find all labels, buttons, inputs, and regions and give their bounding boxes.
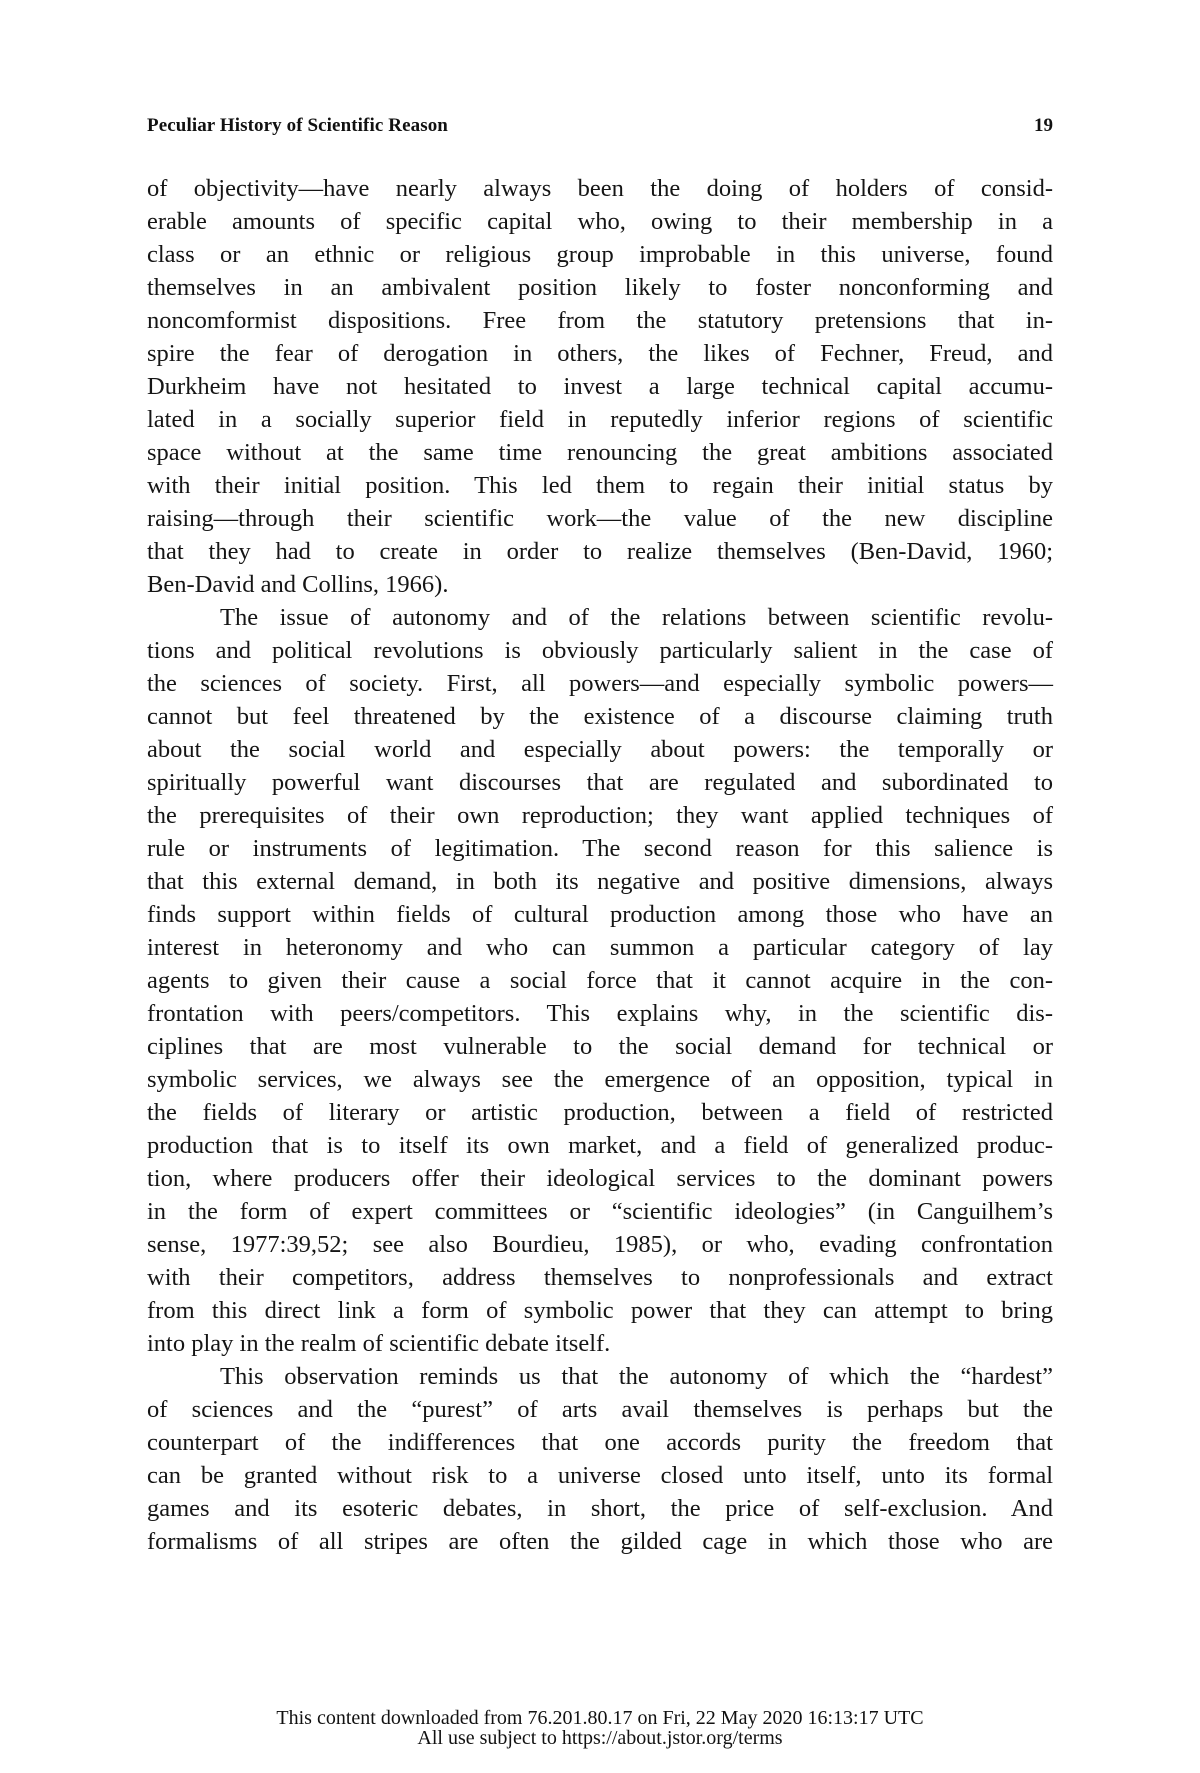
text-line: about the social world and especially about powers: the temporally or	[147, 736, 1053, 763]
text-line: formalisms of all stripes are often the gilded cage in which those who are	[147, 1528, 1053, 1555]
text-line: rule or instruments of legitimation. The second reason for this salience is	[147, 835, 1053, 862]
text-line: spire the fear of derogation in others, the likes of Fechner, Freud, and	[147, 340, 1053, 367]
terms-notice: All use subject to https://about.jstor.org/terms	[417, 1727, 783, 1749]
text-line: agents to given their cause a social force that it cannot acquire in the con-	[147, 967, 1053, 994]
text-line: finds support within fields of cultural production among those who have an	[147, 901, 1053, 928]
text-line: themselves in an ambivalent position likely to foster nonconforming and	[147, 274, 1053, 301]
text-line: games and its esoteric debates, in short, the price of self-exclusion. And	[147, 1495, 1053, 1522]
text-line: The issue of autonomy and of the relations between scientific revolu-	[220, 604, 1053, 631]
text-line: class or an ethnic or religious group improbable in this universe, found	[147, 241, 1053, 268]
text-line: lated in a socially superior field in reputedly inferior regions of scientific	[147, 406, 1053, 433]
text-line: of objectivity—have nearly always been the doing of holders of consid-	[147, 175, 1053, 202]
text-line: raising—through their scientific work—the value of the new discipline	[147, 505, 1053, 532]
text-line: can be granted without risk to a universe closed unto itself, unto its formal	[147, 1462, 1053, 1489]
running-title: Peculiar History of Scientific Reason	[147, 115, 448, 136]
text-line: interest in heteronomy and who can summon a particular category of lay	[147, 934, 1053, 961]
text-line: counterpart of the indifferences that one accords purity the freedom that	[147, 1429, 1053, 1456]
text-line: the sciences of society. First, all powers—and especially symbolic powers—	[147, 670, 1053, 697]
page-number: 19	[1034, 115, 1053, 136]
text-line: into play in the realm of scientific debate itself.	[147, 1330, 611, 1357]
text-line: space without at the same time renouncing the great ambitions associated	[147, 439, 1053, 466]
text-line: the prerequisites of their own reproduction; they want applied techniques of	[147, 802, 1053, 829]
jstor-footer	[0, 1708, 1200, 1748]
text-line: spiritually powerful want discourses that are regulated and subordinated to	[147, 769, 1053, 796]
paragraph-2	[147, 601, 1053, 1360]
text-line: Durkheim have not hesitated to invest a large technical capital accumu-	[147, 373, 1053, 400]
body-text	[147, 172, 1053, 1558]
text-line: Ben-David and Collins, 1966).	[147, 571, 449, 598]
text-line: production that is to itself its own market, and a field of generalized produc-	[147, 1132, 1053, 1159]
text-line: cannot but feel threatened by the existence of a discourse claiming truth	[147, 703, 1053, 730]
text-line: ciplines that are most vulnerable to the social demand for technical or	[147, 1033, 1053, 1060]
text-line: that this external demand, in both its negative and positive dimensions, always	[147, 868, 1053, 895]
text-line: with their competitors, address themselves to nonprofessionals and extract	[147, 1264, 1053, 1291]
text-line: that they had to create in order to realize themselves (Ben-David, 1960;	[147, 538, 1053, 565]
text-line: in the form of expert committees or “scientific ideologies” (in Canguilhem’s	[147, 1198, 1053, 1225]
text-line: tion, where producers offer their ideological services to the dominant powers	[147, 1165, 1053, 1192]
running-header	[147, 114, 1053, 138]
text-line: with their initial position. This led them to regain their initial status by	[147, 472, 1053, 499]
text-line: tions and political revolutions is obviously particularly salient in the case of	[147, 637, 1053, 664]
paragraph-3	[147, 1360, 1053, 1558]
download-notice: This content downloaded from 76.201.80.17 on Fri, 22 May 2020 16:13:17 UTC	[276, 1707, 924, 1729]
text-line: frontation with peers/competitors. This explains why, in the scientific dis-	[147, 1000, 1053, 1027]
text-line: symbolic services, we always see the emergence of an opposition, typical in	[147, 1066, 1053, 1093]
text-line: the fields of literary or artistic production, between a field of restricted	[147, 1099, 1053, 1126]
text-line: sense, 1977:39,52; see also Bourdieu, 1985), or who, evading confrontation	[147, 1231, 1053, 1258]
paragraph-1	[147, 172, 1053, 601]
text-line: erable amounts of specific capital who, owing to their membership in a	[147, 208, 1053, 235]
text-line: of sciences and the “purest” of arts avail themselves is perhaps but the	[147, 1396, 1053, 1423]
text-line: from this direct link a form of symbolic power that they can attempt to bring	[147, 1297, 1053, 1324]
text-line: noncomformist dispositions. Free from the statutory pretensions that in-	[147, 307, 1053, 334]
text-line: This observation reminds us that the autonomy of which the “hardest”	[220, 1363, 1053, 1390]
